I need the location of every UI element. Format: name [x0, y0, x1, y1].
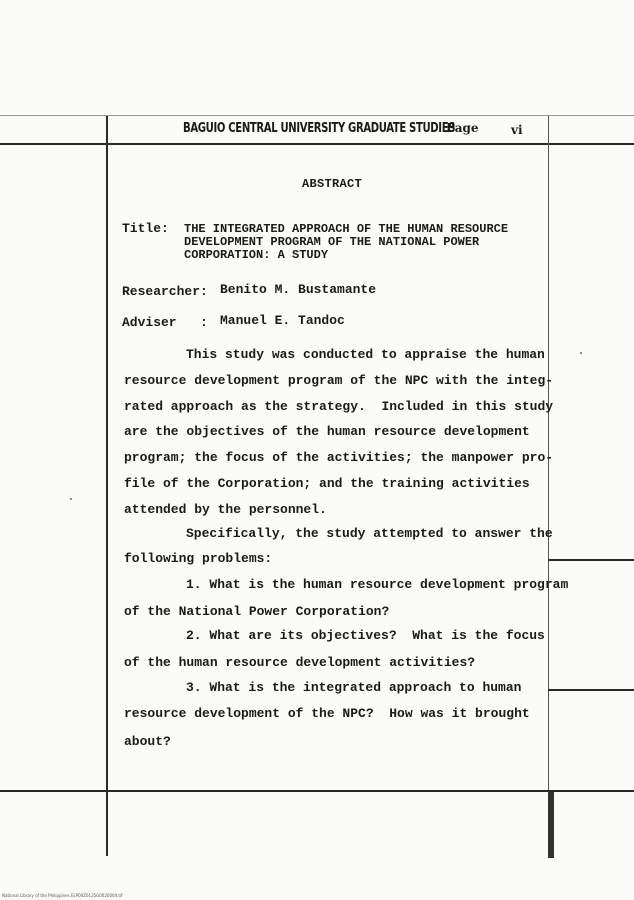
document-header-title: BAGUIO CENTRAL UNIVERSITY GRADUATE STUDIES — [183, 121, 456, 136]
title-line-1: THE INTEGRATED APPROACH OF THE HUMAN RESOURCE — [184, 222, 509, 236]
body-line: about? — [124, 734, 171, 749]
body-line: This study was conducted to appraise the human — [186, 347, 545, 362]
researcher-label: Researcher: — [122, 284, 208, 299]
body-line: following problems: — [124, 551, 273, 566]
header-bottom-rule — [0, 143, 634, 145]
bottom-rule — [0, 790, 634, 792]
adviser-label: Adviser : — [122, 315, 208, 330]
body-line: of the National Power Corporation? — [124, 604, 390, 619]
right-margin-rule — [548, 116, 549, 856]
archive-tag: National Library of the Philippines ELP00Z0125G0020004.tif — [2, 893, 123, 898]
binding-mark — [548, 792, 554, 858]
title-line-3: CORPORATION: A STUDY — [184, 248, 329, 262]
title-label: Title: — [122, 221, 169, 236]
problem-1: 1. What is the human resource development program — [186, 577, 569, 592]
body-line: attended by the personnel. — [124, 502, 327, 517]
right-tick-rule-1 — [548, 559, 634, 561]
problem-3: 3. What is the integrated approach to human — [186, 680, 522, 695]
adviser-name: Manuel E. Tandoc — [220, 313, 345, 328]
page-number: vi — [511, 123, 523, 137]
body-line: program; the focus of the activities; the manpower pro- — [124, 450, 554, 465]
researcher-name: Benito M. Bustamante — [220, 282, 377, 297]
body-line: resource development of the NPC? How was it brought — [124, 706, 530, 721]
page-label: Page — [446, 121, 479, 135]
body-line: file of the Corporation; and the training activities — [124, 476, 530, 491]
abstract-heading: ABSTRACT — [302, 177, 363, 191]
body-line: resource development program of the NPC with the integ- — [124, 373, 554, 388]
title-line-2: DEVELOPMENT PROGRAM OF THE NATIONAL POWER — [184, 235, 480, 249]
body-line: of the human resource development activities? — [124, 655, 476, 670]
body-line: rated approach as the strategy. Included in this study — [124, 399, 554, 414]
scan-speck — [580, 352, 582, 354]
header-top-rule — [0, 115, 634, 116]
scan-speck — [70, 498, 72, 500]
problem-2: 2. What are its objectives? What is the focus — [186, 628, 545, 643]
body-line: Specifically, the study attempted to answer the — [186, 526, 553, 541]
left-margin-rule — [106, 116, 108, 856]
body-line: are the objectives of the human resource development — [124, 424, 530, 439]
right-tick-rule-2 — [548, 689, 634, 691]
